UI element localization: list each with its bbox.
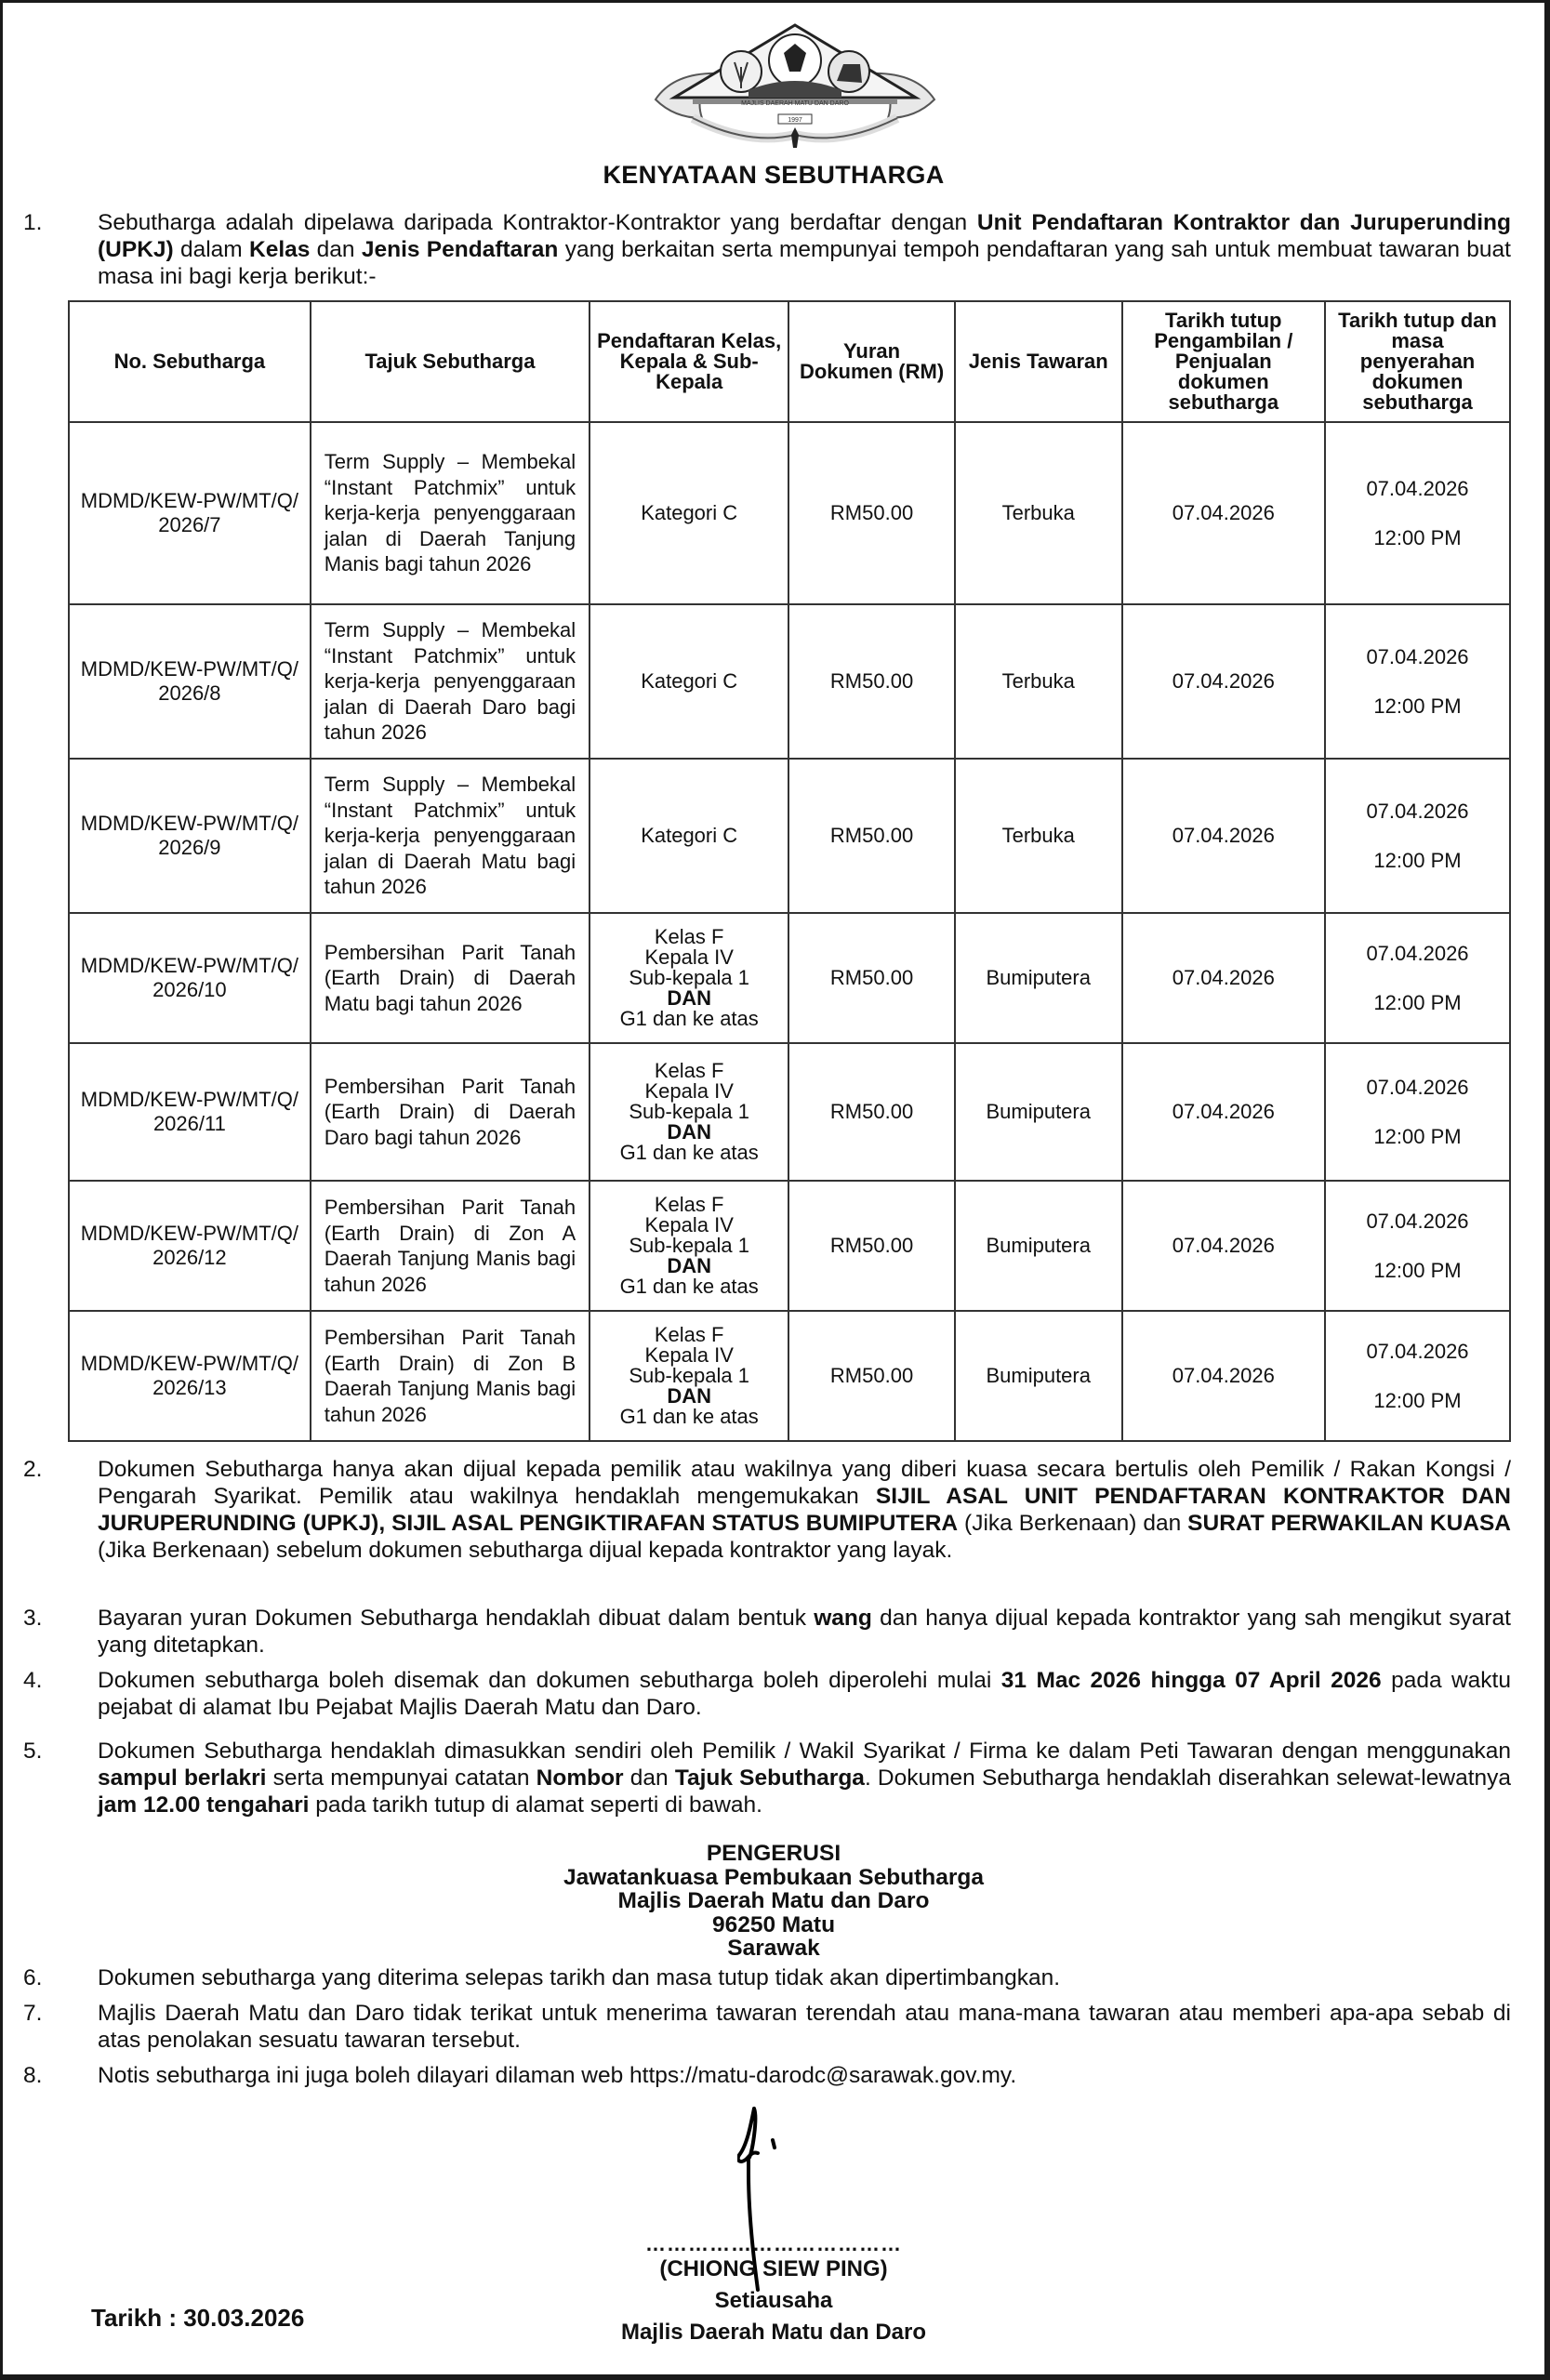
pendaftaran-line: Sub-kepala 1 (629, 1100, 749, 1123)
closing-time: 12:00 PM (1373, 1389, 1462, 1412)
signatory-name: (CHIONG SIEW PING) (659, 2256, 888, 2281)
closing-date: 07.04.2026 (1366, 800, 1469, 823)
table-row (69, 1311, 1510, 1441)
para-text: dan (310, 237, 362, 262)
closing-date: 07.04.2026 (1366, 477, 1469, 500)
address-line: Sarawak (727, 1936, 820, 1961)
cell-yuran: RM50.00 (788, 1181, 955, 1311)
cell-jenis-tawaran: Terbuka (955, 604, 1122, 759)
closing-time: 12:00 PM (1373, 1259, 1462, 1282)
cell-jenis-tawaran: Bumiputera (955, 1311, 1122, 1441)
cell-no-sebutharga: MDMD/KEW-PW/MT/Q/2026/10 (69, 913, 311, 1043)
paragraph-7 (23, 2000, 1511, 2054)
paragraph-number: 2. (23, 1457, 43, 1482)
table-row (69, 759, 1510, 913)
closing-time: 12:00 PM (1373, 526, 1462, 549)
para-text: Bayaran yuran Dokumen Sebutharga hendaklah dibuat dalam bentuk (98, 1606, 815, 1631)
cell-jenis-tawaran: Bumiputera (955, 1043, 1122, 1181)
table-row (69, 604, 1510, 759)
cell-tarikh-tutup-serah (1325, 1181, 1510, 1311)
paragraph-6 (23, 1964, 1511, 1991)
cell-tarikh-tutup-serah (1325, 604, 1510, 759)
para-text: . Dokumen Sebutharga hendaklah diserahkan selewat-lewatnya (864, 1765, 1512, 1791)
cell-tarikh-tutup-jual: 07.04.2026 (1122, 759, 1325, 913)
signatory-role: Setiausaha (714, 2288, 833, 2313)
cell-pendaftaran (590, 1043, 788, 1181)
pendaftaran-line: G1 dan ke atas (619, 1405, 759, 1428)
pendaftaran-line: DAN (667, 1384, 711, 1408)
pendaftaran-line: Kepala IV (644, 1079, 734, 1103)
para-text: (Jika Berkenaan) sebelum dokumen sebutharga dijual kepada kontraktor yang layak. (98, 1538, 953, 1563)
pendaftaran-line: DAN (667, 1254, 711, 1277)
cell-pendaftaran (590, 1181, 788, 1311)
pendaftaran-line: Kategori C (641, 824, 738, 847)
paragraph-number: 4. (23, 1668, 43, 1693)
para-text: Dokumen sebutharga yang diterima selepas tarikh dan masa tutup tidak akan dipertimbangkan. (98, 1965, 1061, 1990)
para-bold-text: Kelas (249, 237, 311, 262)
notice-page (3, 3, 1544, 2374)
header-jenis: Jenis Tawaran (955, 301, 1122, 422)
submission-address (3, 1842, 1544, 1961)
pendaftaran-line: Kelas F (654, 925, 724, 948)
closing-date: 07.04.2026 (1366, 1076, 1469, 1099)
notice-title: KENYATAAN SEBUTHARGA (603, 161, 945, 189)
para-text: dan hanya dijual kepada kontraktor yang sah mengikut syarat yang ditetapkan. (98, 1606, 1511, 1658)
cell-no-sebutharga: MDMD/KEW-PW/MT/Q/2026/8 (69, 604, 311, 759)
cell-tajuk: Term Supply – Membekal “Instant Patchmix” untuk kerja-kerja penyenggaraan jalan di Daerah Tanjung Manis bagi tahun 2026 (311, 422, 590, 604)
para-text: yang berkaitan serta mempunyai tempoh pendaftaran yang sah untuk membuat tawaran buat masa ini bagi kerja berikut:- (98, 237, 1511, 289)
cell-tarikh-tutup-jual: 07.04.2026 (1122, 1311, 1325, 1441)
cell-tajuk: Pembersihan Parit Tanah (Earth Drain) di Zon B Daerah Tanjung Manis bagi tahun 2026 (311, 1311, 590, 1441)
paragraph-4 (23, 1667, 1511, 1721)
para-bold-text: SIJIL ASAL UNIT PENDAFTARAN KONTRAKTOR DAN JURUPERUNDING (UPKJ), SIJIL ASAL PENGIKTIRAFAN STATUS BUMIPUTERA (98, 1484, 1511, 1536)
table-row (69, 913, 1510, 1043)
cell-pendaftaran (590, 1311, 788, 1441)
website-link-text[interactable]: Notis sebutharga ini juga boleh dilayari dilaman web https://matu-darodc@sarawak.gov.my. (98, 2063, 1017, 2088)
header-tutup-jual: Tarikh tutup Pengambilan / Penjualan dokumen sebutharga (1122, 301, 1325, 422)
cell-tarikh-tutup-jual: 07.04.2026 (1122, 422, 1325, 604)
cell-pendaftaran (590, 759, 788, 913)
cell-yuran: RM50.00 (788, 759, 955, 913)
cell-no-sebutharga: MDMD/KEW-PW/MT/Q/2026/11 (69, 1043, 311, 1181)
header-tajuk: Tajuk Sebutharga (311, 301, 590, 422)
para-text: (Jika Berkenaan) dan (958, 1511, 1188, 1536)
cell-tajuk: Pembersihan Parit Tanah (Earth Drain) di Daerah Daro bagi tahun 2026 (311, 1043, 590, 1181)
cell-pendaftaran (590, 422, 788, 604)
logo-caption: MAJLIS DAERAH MATU DAN DARO (741, 100, 849, 107)
cell-no-sebutharga: MDMD/KEW-PW/MT/Q/2026/12 (69, 1181, 311, 1311)
para-bold-text: Jenis Pendaftaran (361, 237, 559, 262)
signatory-organization: Majlis Daerah Matu dan Daro (620, 2320, 927, 2345)
para-bold-text: Unit Pendaftaran Kontraktor dan Juruperunding (UPKJ) (98, 210, 1511, 262)
header-tutup-serah: Tarikh tutup dan masa penyerahan dokumen sebutharga (1325, 301, 1510, 422)
closing-date: 07.04.2026 (1366, 645, 1469, 668)
para-text: pada tarikh tutup di alamat seperti di bawah. (309, 1792, 762, 1818)
closing-date: 07.04.2026 (1366, 1210, 1469, 1233)
paragraph-number: 3. (23, 1606, 43, 1631)
cell-yuran: RM50.00 (788, 913, 955, 1043)
pendaftaran-line: Sub-kepala 1 (629, 1364, 749, 1387)
para-bold-text: jam 12.00 tengahari (98, 1792, 310, 1818)
notice-date: Tarikh : 30.03.2026 (91, 2304, 305, 2332)
cell-tajuk: Pembersihan Parit Tanah (Earth Drain) di Zon A Daerah Tanjung Manis bagi tahun 2026 (311, 1181, 590, 1311)
cell-tarikh-tutup-serah (1325, 1311, 1510, 1441)
para-text: Dokumen Sebutharga hanya akan dijual kepada pemilik atau wakilnya yang diberi kuasa secara bertulis oleh Pemilik / Rakan Kongsi / Pengarah Syarikat. Pemilik atau wakilnya hendaklah mengemukakan (98, 1457, 1511, 1509)
paragraph-number: 7. (23, 2001, 43, 2026)
table-row (69, 1181, 1510, 1311)
cell-tarikh-tutup-jual: 07.04.2026 (1122, 913, 1325, 1043)
cell-yuran: RM50.00 (788, 422, 955, 604)
cell-tajuk: Pembersihan Parit Tanah (Earth Drain) di Daerah Matu bagi tahun 2026 (311, 913, 590, 1043)
cell-no-sebutharga: MDMD/KEW-PW/MT/Q/2026/9 (69, 759, 311, 913)
pendaftaran-line: G1 dan ke atas (619, 1275, 759, 1298)
pendaftaran-line: Sub-kepala 1 (629, 1234, 749, 1257)
cell-tarikh-tutup-serah (1325, 422, 1510, 604)
paragraph-5 (23, 1738, 1511, 1818)
cell-jenis-tawaran: Terbuka (955, 759, 1122, 913)
cell-tarikh-tutup-jual: 07.04.2026 (1122, 1181, 1325, 1311)
cell-pendaftaran (590, 913, 788, 1043)
cell-tarikh-tutup-serah (1325, 1043, 1510, 1181)
table-row (69, 422, 1510, 604)
cell-tajuk: Term Supply – Membekal “Instant Patchmix” untuk kerja-kerja penyenggaraan jalan di Daerah Daro bagi tahun 2026 (311, 604, 590, 759)
closing-date: 07.04.2026 (1366, 942, 1469, 965)
para-text: dan (623, 1765, 675, 1791)
address-line: Majlis Daerah Matu dan Daro (617, 1888, 930, 1913)
pendaftaran-line: Kepala IV (644, 945, 734, 969)
cell-tarikh-tutup-jual: 07.04.2026 (1122, 1043, 1325, 1181)
paragraph-3 (23, 1605, 1511, 1659)
para-text: dalam (173, 237, 249, 262)
cell-tarikh-tutup-serah (1325, 759, 1510, 913)
closing-date: 07.04.2026 (1366, 1340, 1469, 1363)
address-line: PENGERUSI (706, 1841, 841, 1866)
header-no-sebutharga: No. Sebutharga (69, 301, 311, 422)
pendaftaran-line: Kepala IV (644, 1343, 734, 1367)
tender-table (68, 300, 1511, 1442)
cell-yuran: RM50.00 (788, 604, 955, 759)
address-line: 96250 Matu (711, 1911, 836, 1937)
cell-pendaftaran (590, 604, 788, 759)
paragraph-number: 8. (23, 2063, 43, 2088)
pendaftaran-line: Kelas F (654, 1323, 724, 1346)
cell-tarikh-tutup-jual: 07.04.2026 (1122, 604, 1325, 759)
cell-jenis-tawaran: Terbuka (955, 422, 1122, 604)
closing-time: 12:00 PM (1373, 991, 1462, 1014)
pendaftaran-line: DAN (667, 986, 711, 1010)
paragraph-number: 5. (23, 1739, 43, 1764)
table-header-row (69, 301, 1510, 422)
pendaftaran-line: DAN (667, 1120, 711, 1144)
cell-no-sebutharga: MDMD/KEW-PW/MT/Q/2026/7 (69, 422, 311, 604)
cell-jenis-tawaran: Bumiputera (955, 1181, 1122, 1311)
para-text: Sebutharga adalah dipelawa daripada Kontraktor-Kontraktor yang berdaftar dengan (98, 210, 977, 235)
paragraph-number: 1. (23, 210, 43, 235)
para-bold-text: 31 Mac 2026 hingga 07 April 2026 (1000, 1668, 1382, 1693)
para-bold-text: Nombor (536, 1765, 624, 1791)
para-bold-text: SURAT PERWAKILAN KUASA (1187, 1511, 1511, 1536)
cell-yuran: RM50.00 (788, 1043, 955, 1181)
pendaftaran-line: Kelas F (654, 1193, 724, 1216)
address-line: Jawatankuasa Pembukaan Sebutharga (563, 1864, 985, 1890)
closing-time: 12:00 PM (1373, 694, 1462, 718)
para-text: Dokumen Sebutharga hendaklah dimasukkan sendiri oleh Pemilik / Wakil Syarikat / Firma ke dalam Peti Tawaran dengan menggunakan (98, 1739, 1511, 1764)
pendaftaran-line: Kelas F (654, 1059, 724, 1082)
paragraph-1 (23, 209, 1511, 290)
pendaftaran-line: Kategori C (641, 669, 738, 693)
para-bold-text: Tajuk Sebutharga (674, 1765, 865, 1791)
para-text: Dokumen sebutharga boleh disemak dan dokumen sebutharga boleh diperolehi mulai (98, 1668, 1001, 1693)
pendaftaran-line: G1 dan ke atas (619, 1007, 759, 1030)
para-bold-text: sampul berlakri (98, 1765, 267, 1791)
closing-time: 12:00 PM (1373, 1125, 1462, 1148)
cell-tarikh-tutup-serah (1325, 913, 1510, 1043)
para-text: pada waktu pejabat di alamat Ibu Pejabat Majlis Daerah Matu dan Daro. (98, 1668, 1511, 1720)
para-text: serta mempunyai catatan (266, 1765, 537, 1791)
cell-jenis-tawaran: Bumiputera (955, 913, 1122, 1043)
table-row (69, 1043, 1510, 1181)
header-pendaftaran: Pendaftaran Kelas, Kepala & Sub-Kepala (590, 301, 788, 422)
header-yuran: Yuran Dokumen (RM) (788, 301, 955, 422)
cell-no-sebutharga: MDMD/KEW-PW/MT/Q/2026/13 (69, 1311, 311, 1441)
pendaftaran-line: Kategori C (641, 501, 738, 524)
council-emblem-logo (637, 16, 953, 151)
para-bold-text: wang (814, 1606, 872, 1631)
signature-line: ……………………………… (645, 2232, 902, 2255)
cell-yuran: RM50.00 (788, 1311, 955, 1441)
cell-tajuk: Term Supply – Membekal “Instant Patchmix” untuk kerja-kerja penyenggaraan jalan di Daerah Matu bagi tahun 2026 (311, 759, 590, 913)
closing-time: 12:00 PM (1373, 849, 1462, 872)
pendaftaran-line: Sub-kepala 1 (629, 966, 749, 989)
para-text: Majlis Daerah Matu dan Daro tidak terikat untuk menerima tawaran terendah atau mana-mana tawaran atau memberi apa-apa sebab di atas penolakan sesuatu tawaran tersebut. (98, 2001, 1511, 2053)
paragraph-number: 6. (23, 1965, 43, 1990)
paragraph-2 (23, 1456, 1511, 1564)
logo-year: 1997 (788, 117, 802, 124)
pendaftaran-line: Kepala IV (644, 1213, 734, 1236)
paragraph-8 (23, 2062, 1511, 2089)
pendaftaran-line: G1 dan ke atas (619, 1141, 759, 1164)
